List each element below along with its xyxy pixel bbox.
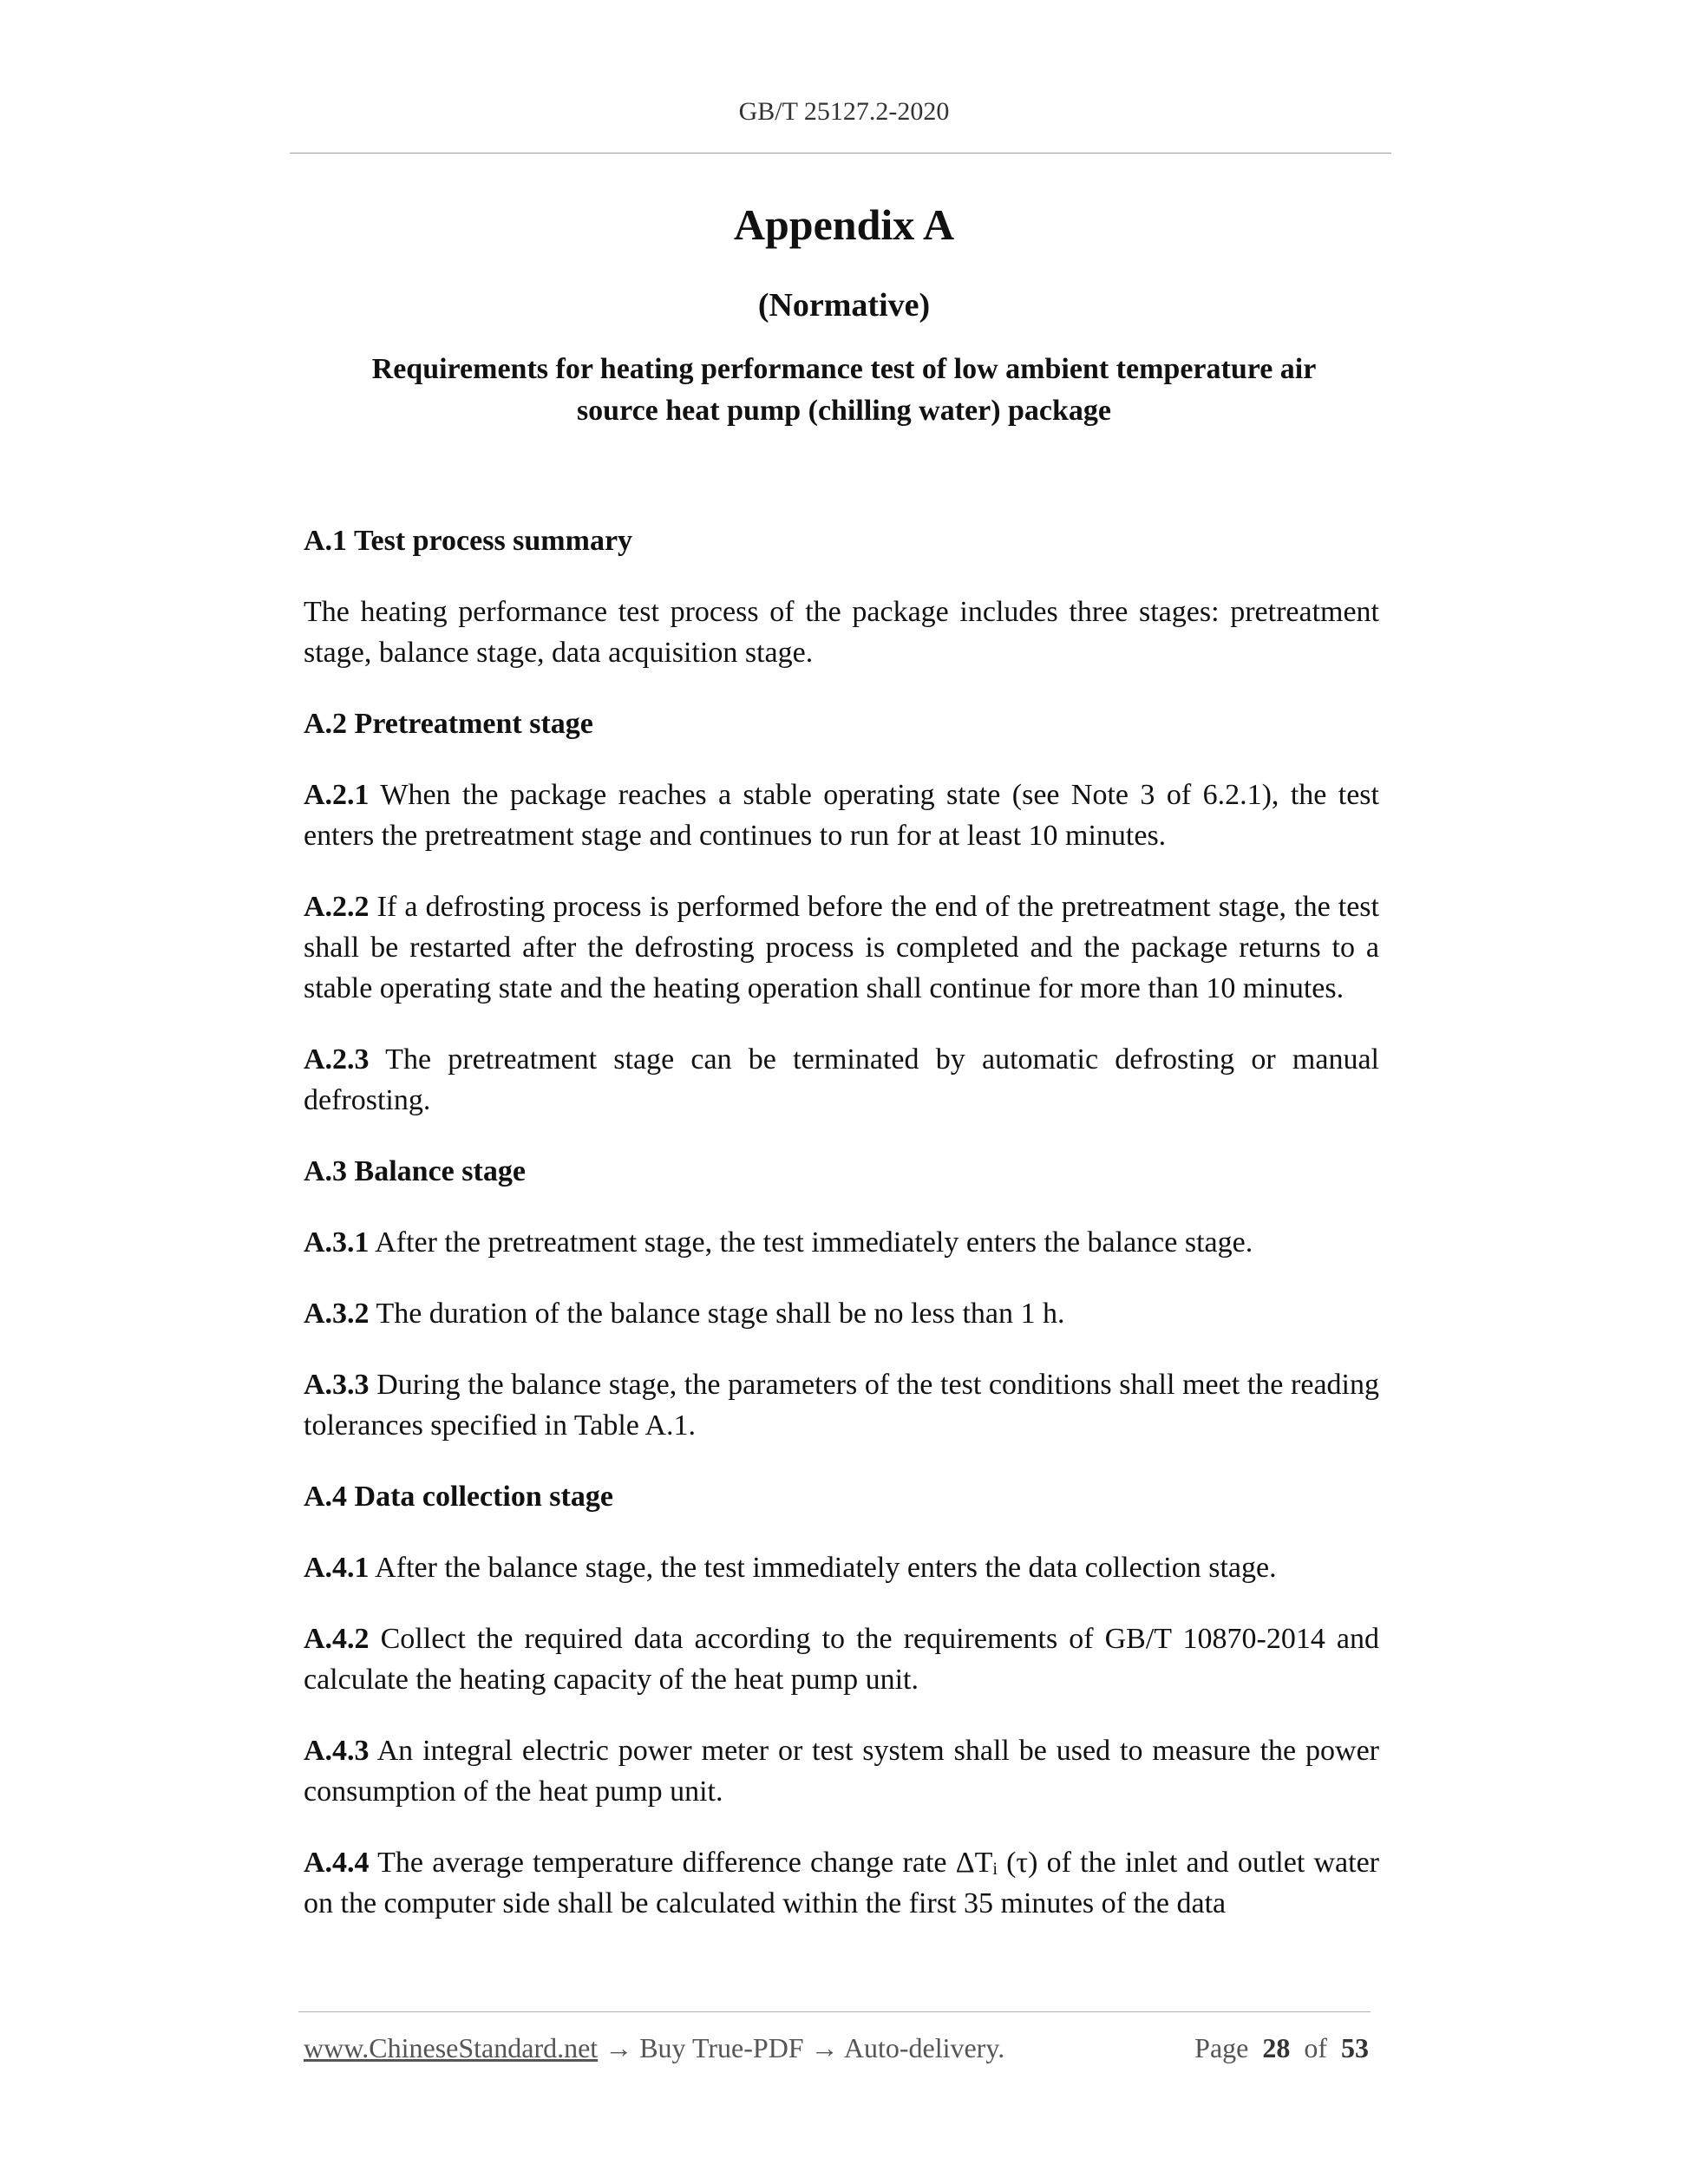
clause-number: A.3.2 bbox=[304, 1298, 370, 1330]
section-title-a1: A.1 Test process summary bbox=[304, 525, 633, 557]
footer-divider bbox=[298, 2011, 1371, 2012]
clause-a4-1 bbox=[304, 1547, 1379, 1588]
clause-number: A.4.1 bbox=[304, 1552, 370, 1584]
clause-text: An integral electric power meter or test system shall be used to measure the power consumption of the heat pump unit. bbox=[304, 1735, 1379, 1808]
paragraph-a1: The heating performance test process of the package includes three stages: pretreatment stage, balance stage, data acquisition stage. bbox=[304, 596, 1379, 669]
clause-number: A.2.2 bbox=[304, 891, 370, 923]
site-link[interactable]: www.ChineseStandard.net bbox=[304, 2032, 599, 2063]
section-title-a3: A.3 Balance stage bbox=[304, 1155, 526, 1187]
page-indicator bbox=[1194, 2032, 1369, 2064]
appendix-heading: Requirements for heating performance test of low ambient temperature air source heat pump (chilling water) package bbox=[371, 353, 1317, 427]
page-label: Page bbox=[1194, 2032, 1249, 2063]
clause-a2-2 bbox=[304, 886, 1379, 1009]
clause-a2-3 bbox=[304, 1039, 1379, 1121]
clause-text: During the balance stage, the parameters of the test conditions shall meet the reading tolerances specified in Table A.1. bbox=[304, 1369, 1379, 1442]
of-label: of bbox=[1304, 2032, 1327, 2063]
clause-number: A.4.3 bbox=[304, 1735, 370, 1767]
section-title-a4: A.4 Data collection stage bbox=[304, 1481, 613, 1513]
document-body bbox=[304, 520, 1379, 1954]
appendix-type: (Normative) bbox=[757, 287, 931, 324]
clause-number: A.4.2 bbox=[304, 1623, 370, 1655]
clause-text: The average temperature difference change rate ΔTᵢ (τ) of the inlet and outlet water on the computer side shall be calculated within the first 35 minutes of the data bbox=[304, 1847, 1379, 1919]
footer-promo bbox=[304, 2032, 1004, 2063]
clause-number: A.2.3 bbox=[304, 1043, 370, 1076]
appendix-title: Appendix A bbox=[733, 200, 955, 249]
page-total: 53 bbox=[1341, 2032, 1369, 2063]
clause-a3-1 bbox=[304, 1222, 1379, 1263]
clause-number: A.4.4 bbox=[304, 1847, 370, 1879]
clause-a2-1 bbox=[304, 775, 1379, 856]
clause-text: If a defrosting process is performed before the end of the pretreatment stage, the test shall be restarted after the defrosting process is completed and the package returns to a stable operating state and the heating operation shall continue for more than 10 minutes. bbox=[304, 891, 1379, 1004]
clause-text: Collect the required data according to the requirements of GB/T 10870-2014 and calculate the heating capacity of the heat pump unit. bbox=[304, 1623, 1379, 1696]
promo-text: → Buy True-PDF → Auto-delivery. bbox=[598, 2032, 1005, 2063]
page-number: 28 bbox=[1262, 2032, 1291, 2063]
clause-text: The duration of the balance stage shall be no less than 1 h. bbox=[369, 1298, 1065, 1330]
clause-a3-2 bbox=[304, 1293, 1379, 1334]
page-footer bbox=[304, 2032, 1369, 2064]
doc-header: GB/T 25127.2-2020 bbox=[738, 97, 950, 126]
header-divider bbox=[290, 153, 1391, 154]
clause-a3-3 bbox=[304, 1364, 1379, 1446]
clause-a4-4 bbox=[304, 1842, 1379, 1924]
clause-number: A.2.1 bbox=[304, 779, 370, 811]
clause-number: A.3.1 bbox=[304, 1226, 370, 1259]
clause-a4-2 bbox=[304, 1618, 1379, 1700]
clause-text: The pretreatment stage can be terminated by automatic defrosting or manual defrosting. bbox=[304, 1043, 1379, 1116]
clause-text: After the balance stage, the test immediately enters the data collection stage. bbox=[369, 1552, 1277, 1584]
clause-a4-3 bbox=[304, 1730, 1379, 1812]
clause-number: A.3.3 bbox=[304, 1369, 370, 1401]
section-title-a2: A.2 Pretreatment stage bbox=[304, 708, 593, 740]
clause-text: When the package reaches a stable operating state (see Note 3 of 6.2.1), the test enters the pretreatment stage and continues to run for at least 10 minutes. bbox=[304, 779, 1379, 852]
clause-text: After the pretreatment stage, the test immediately enters the balance stage. bbox=[369, 1226, 1253, 1259]
